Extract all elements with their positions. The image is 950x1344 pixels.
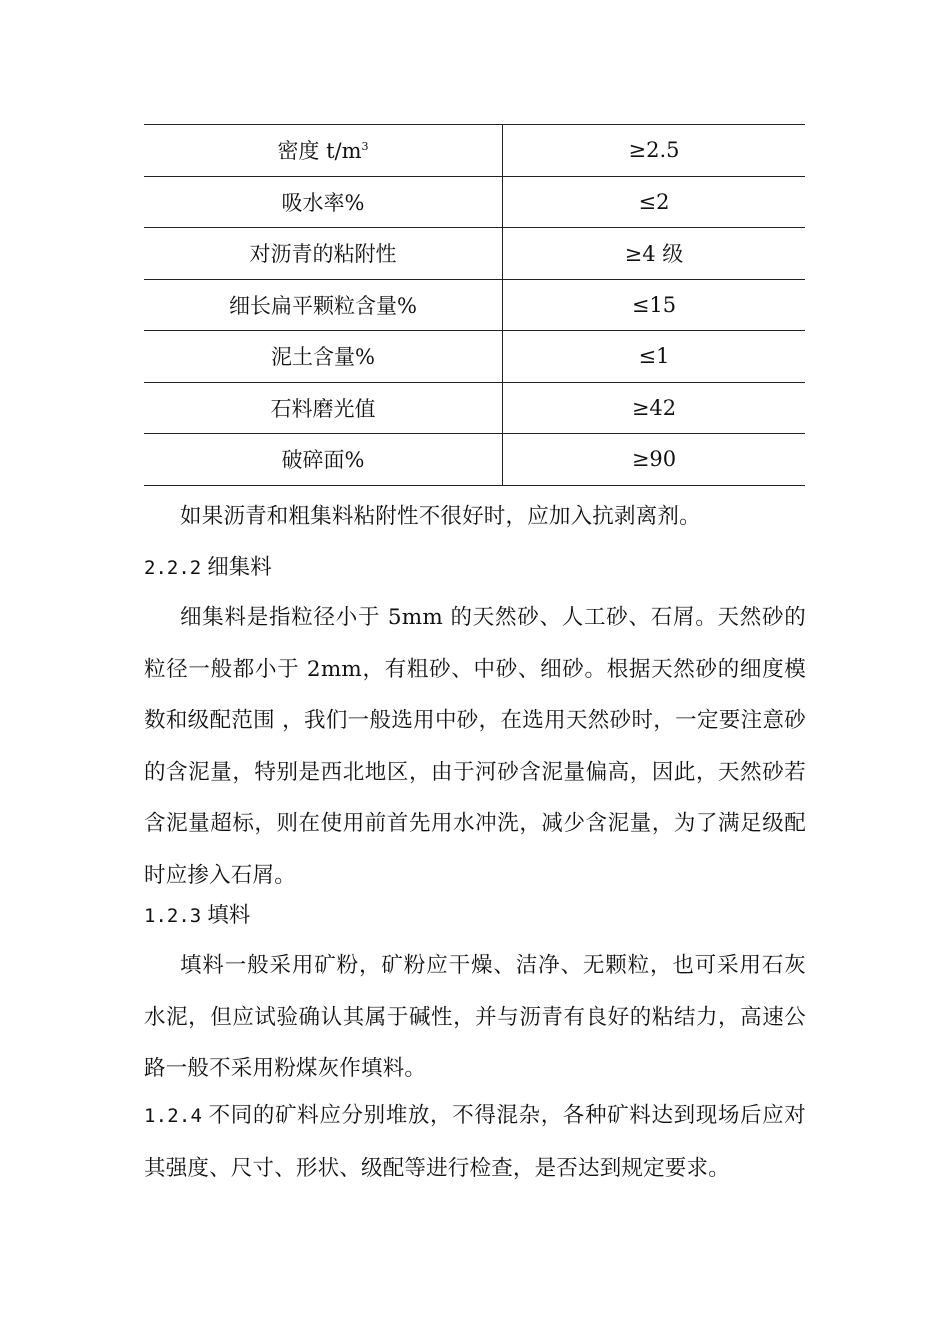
section-heading-fine-aggregate bbox=[144, 542, 806, 595]
table-row bbox=[144, 125, 805, 177]
section-title: 填料 bbox=[207, 903, 251, 928]
table-row bbox=[144, 382, 805, 434]
superscript: 3 bbox=[361, 140, 369, 154]
table-cell-property: 细长扁平颗粒含量% bbox=[144, 279, 503, 331]
table-cell-value: ≤15 bbox=[503, 279, 806, 331]
paragraph-filler: 填料一般采用矿粉，矿粉应干燥、洁净、无颗粒，也可采用石灰水泥，但应试验确认其属于碱性，并与沥青有良好的粘结力，高速公路一般不采用粉煤灰作填料。 bbox=[144, 953, 806, 1081]
table-cell-value: ≥4 级 bbox=[503, 228, 806, 280]
spec-table-body bbox=[144, 125, 805, 486]
table-cell-property: 石料磨光值 bbox=[144, 382, 503, 434]
paragraph-anti-stripping: 如果沥青和粗集料粘附性不很好时，应加入抗剥离剂。 bbox=[180, 504, 701, 529]
table-row bbox=[144, 331, 805, 383]
paragraph-fine-aggregate: 细集料是指粒径小于 5mm 的天然砂、人工砂、石屑。天然砂的粒径一般都小于 2mm，有粗砂、中砂、细砂。根据天然砂的细度模数和级配范围 ，我们一般选用中砂，在选用天然砂时，一定要注意砂的含泥量，特别是西北地区，由于河砂含泥量偏高，因此，天然砂若含泥量超标，则在使用前首先用水冲洗，减少含泥量，为了满足级配时应掺入石屑。 bbox=[144, 605, 806, 888]
section-title: 细集料 bbox=[207, 555, 272, 580]
paragraph-stockpile-text: 不同的矿料应分别堆放，不得混杂，各种矿料达到现场后应对其强度、尺寸、形状、级配等进行检查，是否达到规定要求。 bbox=[144, 1103, 806, 1181]
section-number: 2.2.2 bbox=[144, 557, 202, 579]
section-number: 1.2.3 bbox=[144, 905, 202, 927]
table-row bbox=[144, 279, 805, 331]
table-cell-property: 密度 $t/m^3$ bbox=[144, 125, 503, 177]
table-cell-value: ≥90 bbox=[503, 434, 806, 486]
table-row bbox=[144, 434, 805, 486]
table-row bbox=[144, 176, 805, 228]
section-heading-filler bbox=[144, 890, 806, 943]
table-cell-property: 对沥青的粘附性 bbox=[144, 228, 503, 280]
table-cell-value: ≥2.5 bbox=[503, 125, 806, 177]
paragraph-stockpile bbox=[144, 1090, 806, 1194]
table-cell-property: 破碎面% bbox=[144, 434, 503, 486]
table-cell-property: 泥土含量% bbox=[144, 331, 503, 383]
table-cell-value: ≤2 bbox=[503, 176, 806, 228]
table-cell-value: ≤1 bbox=[503, 331, 806, 383]
table-cell-value: ≥42 bbox=[503, 382, 806, 434]
table-row bbox=[144, 228, 805, 280]
table-cell-property: 吸水率% bbox=[144, 176, 503, 228]
section-number: 1.2.4 bbox=[144, 1105, 203, 1127]
aggregate-spec-table bbox=[144, 124, 805, 486]
